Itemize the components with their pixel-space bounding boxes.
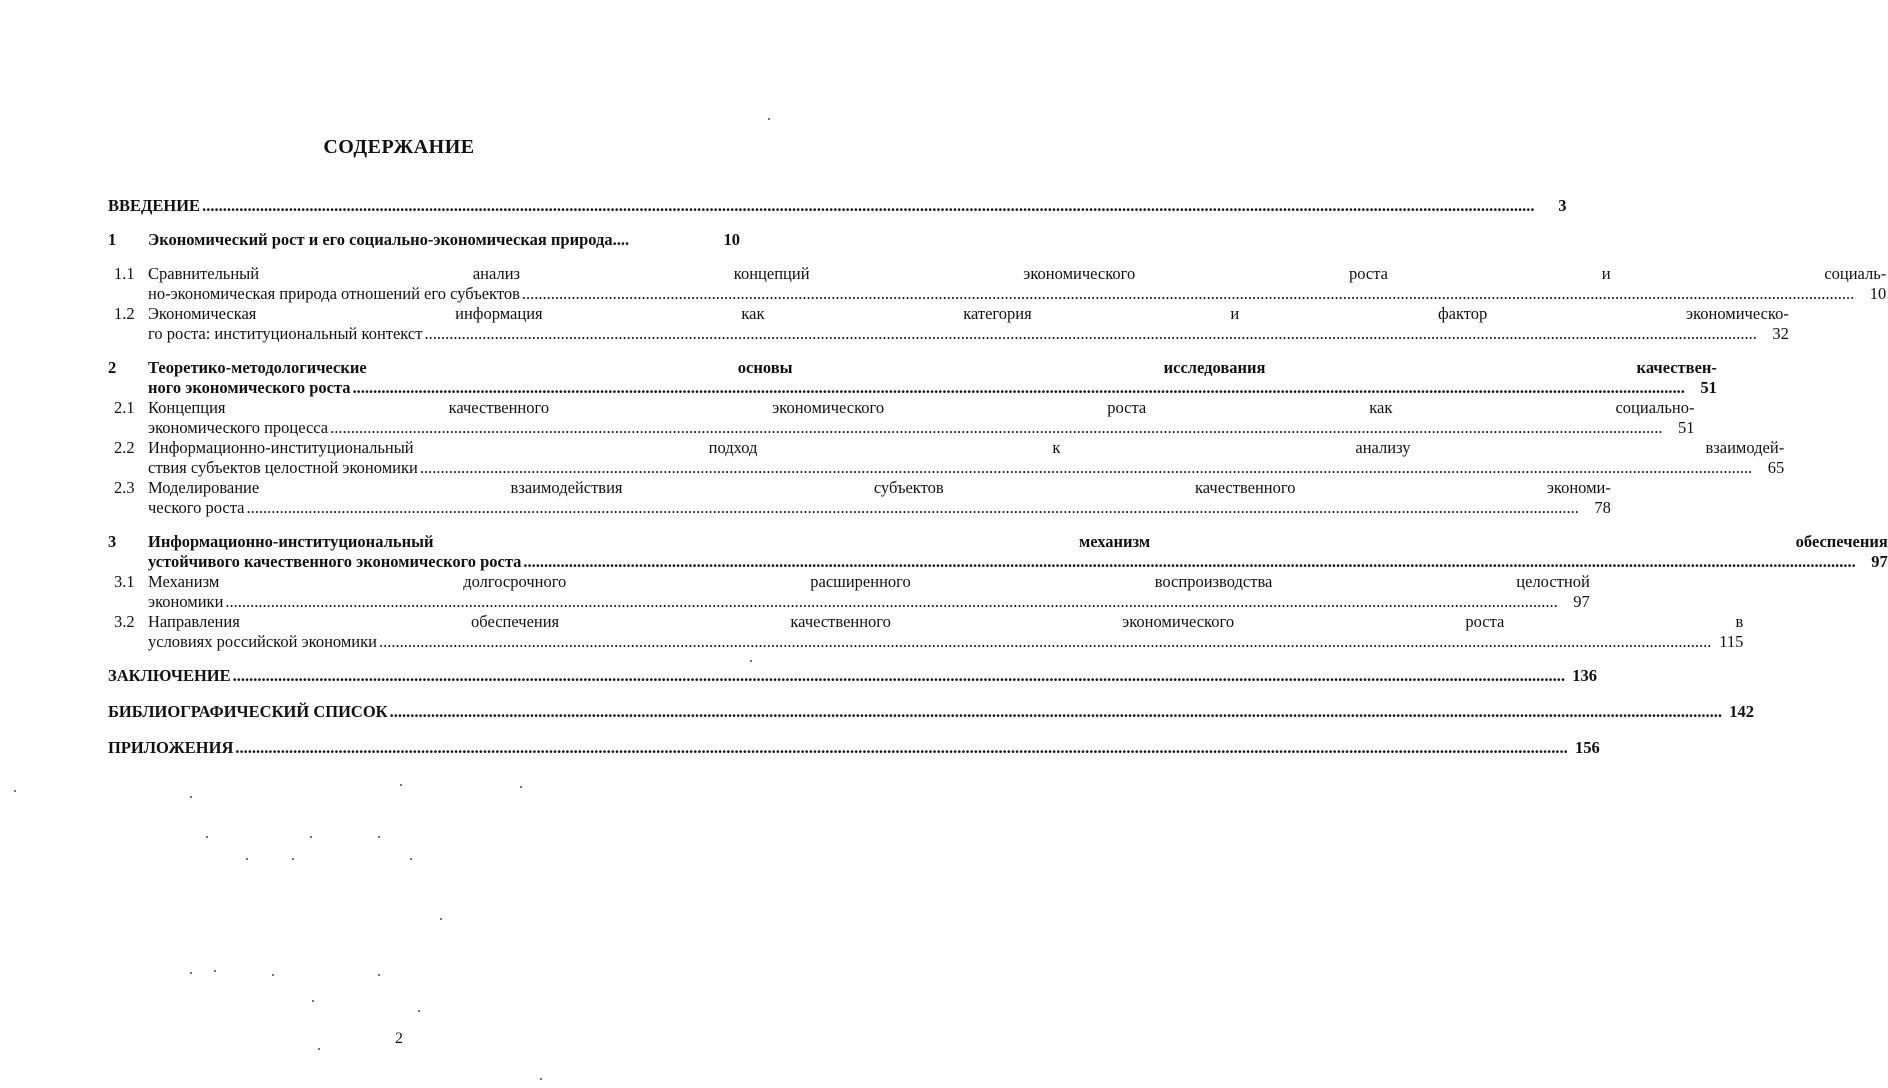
- toc-entry-line: Направления обеспечения качественного экономического роста в: [148, 612, 1744, 631]
- toc-entry-label: ПРИЛОЖЕНИЯ: [108, 738, 234, 757]
- toc-entry-line: Экономическая информация как категория и фактор экономическо-: [148, 304, 1789, 323]
- section-number: 2.3: [114, 478, 135, 497]
- dot-leader: [523, 552, 1855, 572]
- scan-speck: [246, 858, 248, 860]
- toc-entry-body: [148, 572, 1590, 612]
- scan-speck: [378, 974, 380, 976]
- toc-entry-line: экономического процесса: [148, 418, 329, 437]
- toc-page-number: 156: [1575, 738, 1600, 757]
- dot-leader: [424, 324, 1756, 344]
- toc-entry-section-2-1: [108, 398, 1695, 438]
- section-number: 3.1: [114, 572, 135, 591]
- toc-entry-line: го роста: институциональный контекст: [148, 324, 423, 343]
- toc-entry-conclusion: [108, 666, 1597, 686]
- toc-entry-line: ного экономического роста: [148, 378, 351, 397]
- toc-entry-section-3-2: [108, 612, 1744, 652]
- toc-page-number: 32: [1772, 324, 1789, 343]
- scan-speck: [312, 1000, 314, 1002]
- dot-leader: [330, 418, 1662, 438]
- scan-speck: [750, 660, 752, 662]
- toc-entry-section-2-2: [108, 438, 1785, 478]
- toc-entry-line: Теоретико-методологические основы исследования качествен-: [148, 358, 1717, 377]
- toc-entry-chapter-1: [108, 230, 740, 250]
- toc-entry-label: ЗАКЛЮЧЕНИЕ: [108, 666, 231, 685]
- dot-leader: [390, 702, 1722, 722]
- section-number: 2.1: [114, 398, 135, 417]
- toc-entry-section-2-3: [108, 478, 1611, 518]
- scan-speck: [14, 790, 16, 792]
- section-number: 1.1: [114, 264, 135, 283]
- scan-speck: [272, 974, 274, 976]
- scan-speck: [410, 858, 412, 860]
- page-number: 2: [395, 1030, 403, 1047]
- toc-entry-body: [148, 478, 1611, 518]
- toc-entry-body: [148, 264, 1886, 304]
- toc-entry-line: Моделирование взаимодействия субъектов качественного экономи-: [148, 478, 1611, 497]
- toc-entry-chapter-2: [108, 358, 1717, 398]
- section-number: 3.2: [114, 612, 135, 631]
- toc-entry-section-1-2: [108, 304, 1789, 344]
- table-of-contents: [108, 196, 1888, 758]
- toc-entry-body: [148, 304, 1789, 344]
- toc-entry-label: БИБЛИОГРАФИЧЕСКИЙ СПИСОК: [108, 702, 388, 721]
- scan-speck: [520, 786, 522, 788]
- toc-entry-line: условиях российской экономики: [148, 632, 377, 651]
- toc-entry-text: Экономический рост и его социально-экономическая природа....: [148, 230, 630, 249]
- chapter-number: 2: [108, 358, 117, 377]
- dot-leader: [225, 592, 1557, 612]
- toc-entry-section-1-1: [108, 264, 1887, 304]
- toc-entry-line: экономики: [148, 592, 224, 611]
- toc-page-number: 97: [1871, 552, 1888, 571]
- chapter-number: 3: [108, 532, 117, 551]
- dot-leader: [353, 378, 1685, 398]
- toc-entry-body: [148, 532, 1888, 572]
- toc-entry-line: устойчивого качественного экономического роста: [148, 552, 522, 571]
- toc-entry-line: но-экономическая природа отношений его субъектов: [148, 284, 520, 303]
- toc-page-number: 136: [1572, 666, 1597, 685]
- scan-speck: [190, 972, 192, 974]
- scan-speck: [310, 836, 312, 838]
- dot-leader: [202, 196, 1534, 216]
- scan-speck: [190, 796, 192, 798]
- chapter-number: 1: [108, 230, 117, 249]
- toc-entry-section-3-1: [108, 572, 1590, 612]
- toc-entry-body: [148, 230, 740, 250]
- dot-leader: [379, 632, 1711, 652]
- scan-speck: [318, 1048, 320, 1050]
- toc-page-number: 10: [1869, 284, 1887, 303]
- toc-entry-body: [148, 438, 1784, 478]
- scan-speck: [206, 836, 208, 838]
- toc-page-number: 97: [1573, 592, 1590, 611]
- page-title: СОДЕРЖАНИЕ: [323, 136, 475, 158]
- toc-page-number: 115: [1719, 632, 1744, 651]
- dot-leader: [233, 666, 1565, 686]
- section-number: 1.2: [114, 304, 135, 323]
- toc-entry-line: ствия субъектов целостной экономики: [148, 458, 418, 477]
- dot-leader: [522, 284, 1854, 304]
- toc-entry-line: Механизм долгосрочного расширенного воспроизводства целостной: [148, 572, 1590, 591]
- toc-entry-intro: [108, 196, 1567, 216]
- toc-entry-bibliography: [108, 702, 1755, 722]
- toc-page-number: 51: [1700, 378, 1717, 397]
- toc-entry-line: ческого роста: [148, 498, 245, 517]
- dot-leader: [235, 738, 1567, 758]
- scan-speck: [440, 918, 442, 920]
- toc-page-number: 51: [1678, 418, 1695, 437]
- toc-page-number: 78: [1594, 498, 1611, 517]
- toc-entry-line: Концепция качественного экономического роста как социально-: [148, 398, 1695, 417]
- section-number: 2.2: [114, 438, 135, 457]
- scan-speck: [540, 1078, 542, 1080]
- toc-page-number: 10: [723, 230, 740, 249]
- toc-page-number: 3: [1558, 196, 1567, 215]
- toc-entry-body: [148, 612, 1743, 652]
- scan-speck: [292, 858, 294, 860]
- scan-speck: [400, 784, 402, 786]
- dot-leader: [247, 498, 1579, 518]
- scan-speck: [768, 118, 770, 120]
- toc-entry-line: Информационно-институциональный механизм обеспечения: [148, 532, 1888, 551]
- scan-speck: [418, 1010, 420, 1012]
- toc-entry-line: Информационно-институциональный подход к анализу взаимодей-: [148, 438, 1785, 457]
- toc-entry-appendix: [108, 738, 1600, 758]
- toc-entry-body: [148, 358, 1717, 398]
- toc-entry-line: Сравнительный анализ концепций экономического роста и социаль-: [148, 264, 1887, 283]
- toc-entry-body: [148, 398, 1695, 438]
- scan-speck: [378, 836, 380, 838]
- toc-entry-chapter-3: [108, 532, 1888, 572]
- toc-page-number: 65: [1767, 458, 1785, 477]
- toc-page-number: 142: [1729, 702, 1755, 721]
- toc-entry-label: ВВЕДЕНИЕ: [108, 196, 201, 215]
- scan-speck: [214, 970, 216, 972]
- dot-leader: [420, 458, 1752, 478]
